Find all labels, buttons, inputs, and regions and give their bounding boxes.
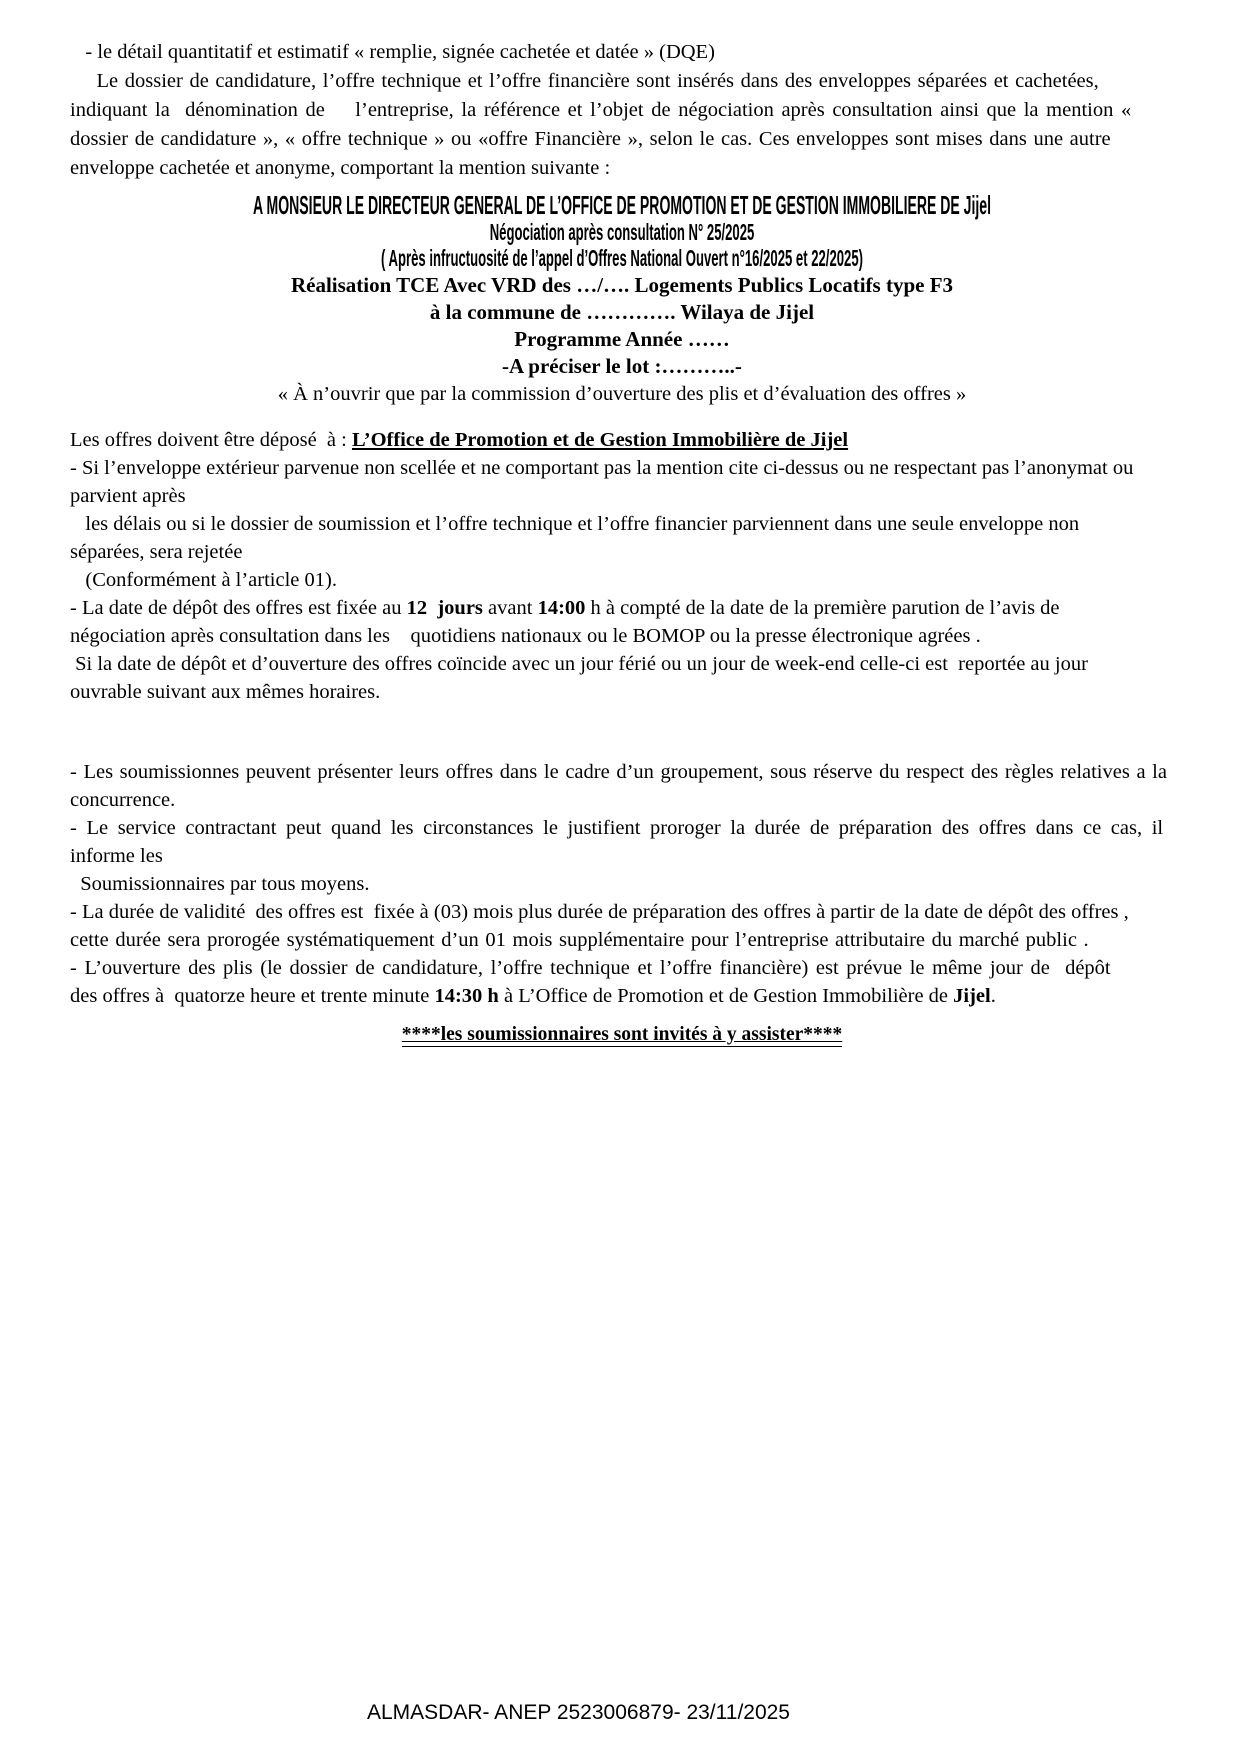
mention-addressee-line xyxy=(70,190,1174,220)
envelope-mention-block xyxy=(70,190,1174,409)
body-line-soumissionnaires: Soumissionnaires par tous moyens. xyxy=(70,873,370,895)
body-line-delais-2: séparées, sera rejetée xyxy=(70,541,243,563)
body-line-service-1: - Le service contractant peut quand les circonstances le justifient proroger la durée de préparation des offres dans ce cas, il xyxy=(70,817,1164,839)
body-line-si-2: parvient après xyxy=(70,485,186,507)
date-time-value: 14:00 xyxy=(537,597,586,619)
body-line-date-2: négociation après consultation dans les quotidiens nationaux ou le BOMOP ou la presse électronique agrées . xyxy=(70,625,981,647)
ouverture-seg: à L’Office de Promotion et de Gestion Immobilière de xyxy=(498,985,954,1007)
date-seg: h à compté de la date de la première parution de l’avis de xyxy=(585,597,1060,619)
body-line-si-1: - Si l’enveloppe extérieur parvenue non scellée et ne comportant pas la mention cite ci-dessus ou ne respectant pas l’anonymat ou xyxy=(70,457,1134,479)
mention-infructuosite-line xyxy=(70,246,1174,272)
intro-line: Le dossier de candidature, l’offre technique et l’offre financière sont insérés dans des enveloppes séparées et cachetées, xyxy=(70,70,1099,92)
document-content xyxy=(70,38,1174,1048)
mention-commune-line: à la commune de …………. Wilaya de Jijel xyxy=(429,300,815,324)
opening-city-value: Jijel xyxy=(953,985,991,1007)
body-line-groupement-1: - Les soumissionnes peuvent présenter leurs offres dans le cadre d’un groupement, sous réserve du respect des règles relatives a la xyxy=(70,761,1167,783)
date-seg: - La date de dépôt des offres est fixée au xyxy=(70,597,407,619)
date-days-value: 12 jours xyxy=(406,597,483,619)
body-line-groupement-2: concurrence. xyxy=(70,789,176,811)
body-line-validite-2: cette durée sera prorogée systématiquement d’un 01 mois supplémentaire pour l’entreprise attributaire du marché public . xyxy=(70,929,1089,951)
intro-block xyxy=(70,38,1174,183)
invitation-text: ****les soumissionnaires sont invités à y assister**** xyxy=(401,1024,843,1045)
ouverture-seg: . xyxy=(990,985,996,1007)
opening-time-value: 14:30 h xyxy=(434,985,499,1007)
body-line-service-2: informe les xyxy=(70,845,163,867)
intro-line: dossier de candidature », « offre technique » ou «offre Financière », selon le cas. Ces enveloppes sont mises dans une autre xyxy=(70,128,1111,150)
anep-reference: ALMASDAR- ANEP 2523006879- 23/11/2025 xyxy=(366,1701,790,1724)
intro-line: indiquant la dénomination de l’entreprise, la référence et l’objet de négociation après consultation ainsi que la mention « xyxy=(70,99,1132,121)
depot-office-label: L’Office de Promotion et de Gestion Immobilière de Jijel xyxy=(351,429,849,451)
invitation-line xyxy=(70,1022,1174,1048)
body-line-validite-1: - La durée de validité des offres est fixée à (03) mois plus durée de préparation des offres à partir de la date de dépôt des offres , xyxy=(70,901,1129,923)
depot-prefix: Les offres doivent être déposé à : xyxy=(70,429,352,451)
page-footer xyxy=(0,1701,1157,1725)
mention-lot-line: -A préciser le lot :………..- xyxy=(502,354,742,378)
mention-addressee-text: A MONSIEUR LE DIRECTEUR GENERAL DE L’OFFICE DE PROMOTION ET DE GESTION IMMOBILIERE DE Jijel xyxy=(253,190,991,220)
body-line-ouverture-1: - L’ouverture des plis (le dossier de candidature, l’offre technique et l’offre financière) est prévue le même jour de dépôt xyxy=(70,957,1111,979)
body-line-ouverture-2 xyxy=(70,982,1174,1010)
body-block xyxy=(70,426,1174,1048)
date-seg: avant xyxy=(482,597,538,619)
body-line-delais-1: les délais ou si le dossier de soumission et l’offre technique et l’offre financier parviennent dans une seule enveloppe non xyxy=(70,513,1080,535)
mention-negociation-line xyxy=(70,220,1174,246)
intro-line: enveloppe cachetée et anonyme, comportant la mention suivante : xyxy=(70,157,611,179)
mention-opening-notice-line: « À n’ouvrir que par la commission d’ouverture des plis et d’évaluation des offres » xyxy=(277,383,967,405)
depot-line xyxy=(70,426,1174,454)
mention-realisation-line: Réalisation TCE Avec VRD des …/…. Logements Publics Locatifs type F3 xyxy=(290,273,954,297)
body-line-conforme: (Conformément à l’article 01). xyxy=(70,569,337,591)
ouverture-seg: des offres à quatorze heure et trente minute xyxy=(70,985,435,1007)
intro-line-dqe: - le détail quantitatif et estimatif « remplie, signée cachetée et datée » (DQE) xyxy=(70,41,715,63)
mention-programme-line: Programme Année …… xyxy=(514,327,730,351)
body-line-ferie-2: ouvrable suivant aux mêmes horaires. xyxy=(70,681,381,703)
mention-negociation-text: Négociation après consultation N° 25/2025 xyxy=(489,219,755,245)
body-line-ferie-1: Si la date de dépôt et d’ouverture des offres coïncide avec un jour férié ou un jour de week-end celle-ci est reportée au jour xyxy=(70,653,1088,675)
body-line-date-1 xyxy=(70,594,1174,622)
mention-infructuosite-text: ( Après infructuosité de l’appel d’Offres National Ouvert n°16/2025 et 22/2025) xyxy=(381,245,863,271)
